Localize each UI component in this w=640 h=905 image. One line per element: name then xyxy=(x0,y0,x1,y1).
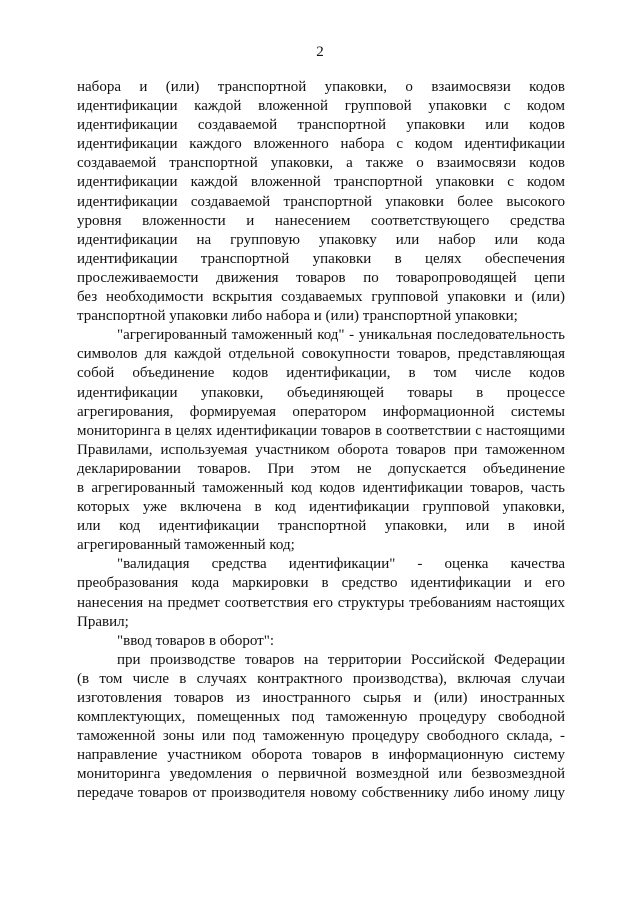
text-line: Правилами, используемая участником оборота товаров при таможенном xyxy=(77,441,565,458)
text-line: "ввод товаров в оборот": xyxy=(117,632,274,649)
text-line: идентификации каждой вложенной транспортной упаковки с кодом xyxy=(77,174,565,191)
text-line: комплектующих, помещенных под таможенную процедуру свободной xyxy=(77,709,565,726)
text-line: уровня вложенности и нанесением соответствующего средства xyxy=(77,212,565,229)
text-line: преобразования кода маркировки в средство идентификации и его xyxy=(77,575,565,592)
text-line: или код идентификации транспортной упаковки, или в иной xyxy=(77,518,565,535)
text-line: "агрегированный таможенный код" - уникальная последовательность xyxy=(117,327,565,344)
text-line: прослеживаемости движения товаров по товаропроводящей цепи xyxy=(77,269,565,286)
page-number: 2 xyxy=(316,44,324,60)
text-line: передаче товаров от производителя новому собственнику либо иному лицу xyxy=(77,785,565,802)
text-line: "валидация средства идентификации" - оценка качества xyxy=(117,556,565,573)
text-line: таможенной зоны или под таможенную процедуру свободного склада, - xyxy=(77,728,565,745)
text-line: которых уже включена в код идентификации групповой упаковки, xyxy=(77,499,565,516)
text-line: символов для каждой отдельной совокупности товаров, представляющая xyxy=(77,346,565,363)
text-line: без необходимости вскрытия создаваемых групповой упаковки и (или) xyxy=(77,289,565,306)
text-line: направление участником оборота товаров в информационную систему xyxy=(77,747,565,764)
text-line: декларировании товаров. При этом не допускается объединение xyxy=(77,460,565,477)
text-line: идентификации создаваемой транспортной упаковки или кодов xyxy=(77,117,565,134)
text-line: идентификации создаваемой транспортной упаковки более высокого xyxy=(77,193,565,210)
text-line: собой объединение кодов идентификации, в том числе кодов xyxy=(77,365,565,382)
text-line: идентификации на групповую упаковку или набор или кода xyxy=(77,231,565,248)
text-line: транспортной упаковки либо набора и (или) транспортной упаковки; xyxy=(77,308,518,325)
text-line: при производстве товаров на территории Российской Федерации xyxy=(117,651,565,668)
text-line: агрегированный таможенный код; xyxy=(77,537,295,554)
text-line: нанесения на предмет соответствия его структуры требованиям настоящих xyxy=(77,594,565,611)
text-line: идентификации каждого вложенного набора с кодом идентификации xyxy=(77,136,565,153)
text-line: мониторинга уведомления о первичной возмездной или безвозмездной xyxy=(77,766,565,783)
text-line: набора и (или) транспортной упаковки, о взаимосвязи кодов xyxy=(77,79,565,95)
text-line: идентификации транспортной упаковки в целях обеспечения xyxy=(77,250,565,267)
text-line: (в том числе в случаях контрактного производства), включая случаи xyxy=(77,670,565,687)
text-line: идентификации каждой вложенной групповой упаковки с кодом xyxy=(77,98,565,115)
text-line: Правил; xyxy=(77,613,129,630)
text-line: в агрегированный таможенный код кодов идентификации товаров, часть xyxy=(77,479,565,496)
text-line: мониторинга в целях идентификации товаров в соответствии с настоящими xyxy=(77,422,565,439)
text-line: создаваемой транспортной упаковки, а также о взаимосвязи кодов xyxy=(77,155,565,172)
text-line: агрегирования, формируемая оператором информационной системы xyxy=(77,403,565,420)
document-body xyxy=(77,78,565,804)
text-line: идентификации упаковки, объединяющей товары в процессе xyxy=(77,384,565,401)
text-line: изготовления товаров из иностранного сырья и (или) иностранных xyxy=(77,690,565,706)
